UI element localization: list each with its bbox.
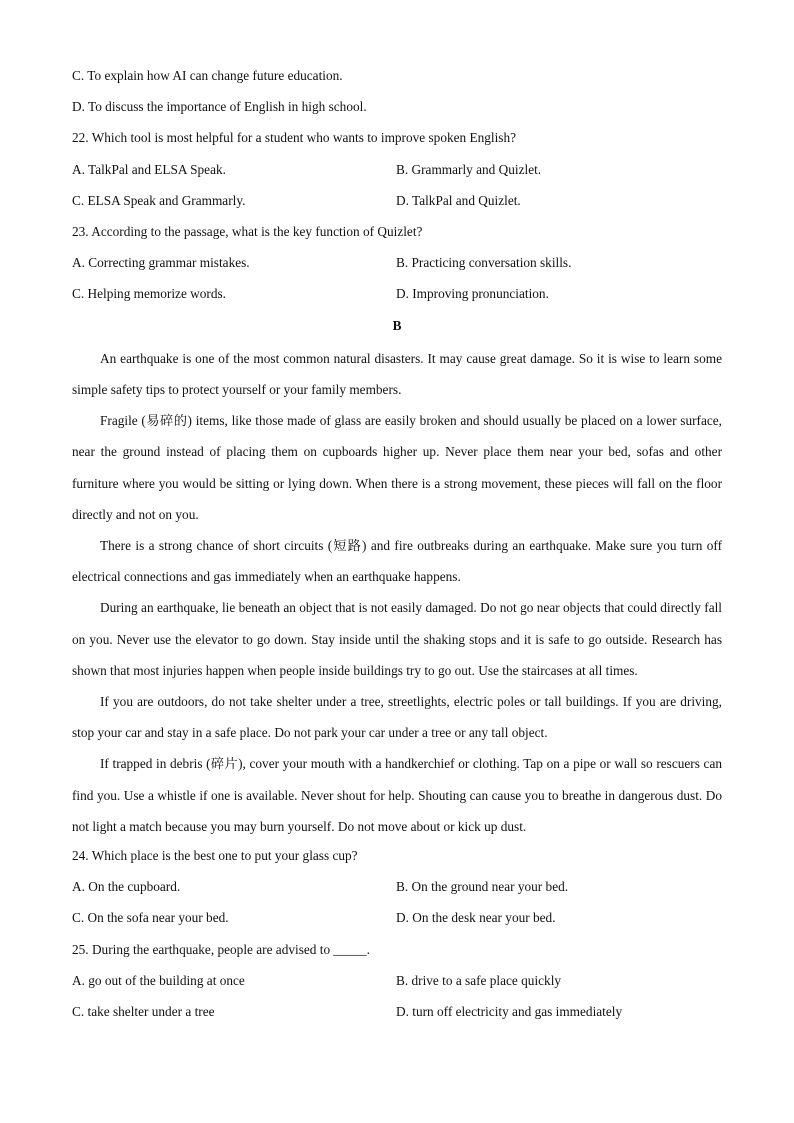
q25-option-b: B. drive to a safe place quickly [396, 972, 562, 988]
q23-options-row-1 [72, 249, 722, 280]
q25-options-row-1 [72, 967, 722, 998]
q23-option-d: D. Improving pronunciation. [396, 286, 549, 302]
q23-stem: 23. According to the passage, what is the key function of Quizlet? [72, 223, 423, 239]
q24-stem: 24. Which place is the best one to put your glass cup? [72, 847, 358, 863]
passage-paragraph-2: Fragile (易碎的) items, like those made of glass are easily broken and should usually be placed on a lower surface, near the ground instead of placing them on cupboards higher up. Never place them near your bed, sofas and other furniture where you would be sitting or lying down. When there is a strong movement, these pieces will fall on the floor directly and not on you. [72, 413, 722, 522]
q22-options-row-2 [72, 187, 722, 218]
q24-option-d: D. On the desk near your bed. [396, 910, 556, 926]
q24-option-c: C. On the sofa near your bed. [72, 910, 229, 926]
q21-option-d: D. To discuss the importance of English in high school. [72, 99, 367, 115]
q25-option-a: A. go out of the building at once [72, 972, 245, 988]
q23-option-a: A. Correcting grammar mistakes. [72, 255, 250, 271]
q22-option-d: D. TalkPal and Quizlet. [396, 192, 521, 208]
passage-paragraph-4: During an earthquake, lie beneath an object that is not easily damaged. Do not go near objects that could directly fall on you. Never use the elevator to go down. Stay inside until the shaking stops and it is safe to go outside. Research has shown that most injuries happen when people inside buildings try to go out. Use the staircases at all times. [72, 600, 722, 678]
q22-option-a: A. TalkPal and ELSA Speak. [72, 161, 226, 177]
passage-paragraph-5: If you are outdoors, do not take shelter under a tree, streetlights, electric poles or tall buildings. If you are driving, stop your car and stay in a safe place. Do not park your car under a tree or any tall object. [72, 693, 722, 741]
q22-option-b: B. Grammarly and Quizlet. [396, 161, 542, 177]
q21-option-c: C. To explain how AI can change future education. [72, 68, 343, 83]
passage-paragraph-6: If trapped in debris (碎片), cover your mouth with a handkerchief or clothing. Tap on a pipe or wall so rescuers can find you. Use a whistle if one is available. Never shout for help. Shouting can cause you to breathe in dangerous dust. Do not light a match because you may burn yourself. Do not move about or kick up dust. [72, 756, 722, 834]
q23-option-b: B. Practicing conversation skills. [396, 255, 572, 271]
q25-stem: 25. During the earthquake, people are advised to _____. [72, 941, 370, 957]
q25-options-row-2 [72, 998, 722, 1029]
q22-options-row-1 [72, 156, 722, 187]
q25-option-c: C. take shelter under a tree [72, 1003, 215, 1019]
q25-option-d: D. turn off electricity and gas immediately [396, 1003, 623, 1019]
q24-option-b: B. On the ground near your bed. [396, 879, 569, 895]
q24-options-row-1 [72, 873, 722, 904]
exam-page [72, 62, 722, 1029]
q22-option-c: C. ELSA Speak and Grammarly. [72, 192, 246, 208]
q23-options-row-2 [72, 280, 722, 311]
passage-paragraph-3: There is a strong chance of short circuits (短路) and fire outbreaks during an earthquake. Make sure you turn off electrical connections and gas immediately when an earthquake happens. [72, 537, 722, 585]
q24-options-row-2 [72, 904, 722, 935]
q23-option-c: C. Helping memorize words. [72, 286, 226, 302]
q22-stem: 22. Which tool is most helpful for a student who wants to improve spoken English? [72, 130, 517, 146]
q24-option-a: A. On the cupboard. [72, 879, 181, 895]
passage-paragraph-1: An earthquake is one of the most common natural disasters. It may cause great damage. So it is wise to learn some simple safety tips to protect yourself or your family members. [72, 350, 722, 397]
section-b-title: B [392, 317, 402, 333]
